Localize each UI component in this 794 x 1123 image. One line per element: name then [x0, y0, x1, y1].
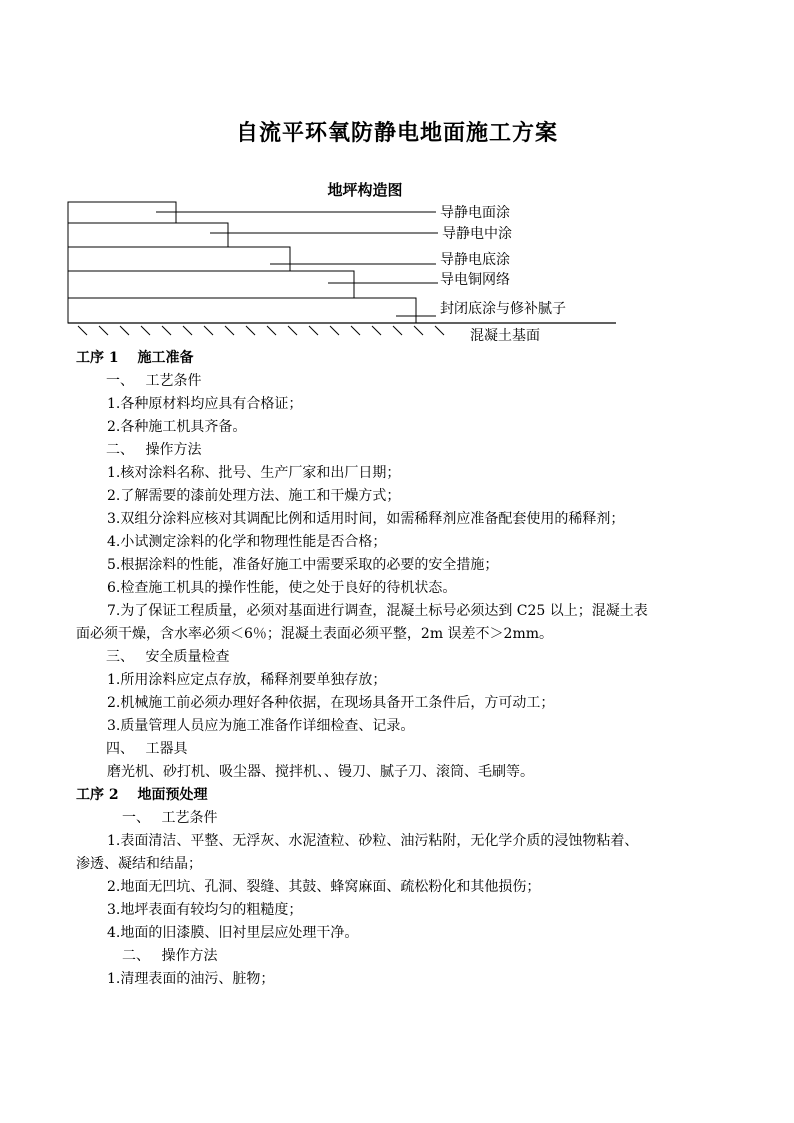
- leader-lines: [156, 212, 438, 316]
- floor-structure-diagram: [0, 0, 794, 350]
- layer-outlines: [68, 202, 416, 323]
- list-item: 2.机械施工前必须办理好各种依据，在现场具备开工条件后，方可动工；: [107, 695, 555, 711]
- layer-label-sealer-putty: 封闭底涂与修补腻子: [440, 301, 566, 317]
- layer-label-topcoat: 导静电面涂: [440, 205, 510, 221]
- layer-5-box: [68, 298, 416, 323]
- section-heading: 一、 工艺条件: [122, 810, 218, 826]
- list-item-continuation: 渗透、凝结和结晶；: [76, 856, 202, 872]
- list-item: 1.所用涂料应定点存放，稀释剂要单独存放；: [107, 672, 387, 688]
- layer-label-concrete: 混凝土基面: [470, 328, 540, 344]
- section-heading: 二、 操作方法: [106, 442, 202, 458]
- layer-2-box: [68, 223, 228, 247]
- list-item: 4.地面的旧漆膜、旧衬里层应处理干净。: [107, 925, 359, 941]
- list-item: 3.质量管理人员应为施工准备作详细检查、记录。: [107, 718, 415, 734]
- list-item: 6.检查施工机具的操作性能，使之处于良好的待机状态。: [107, 580, 457, 596]
- list-item: 磨光机、砂打机、吸尘器、搅拌机、、镘刀、腻子刀、滚筒、毛刷等。: [107, 764, 534, 780]
- list-item: 1.核对涂料名称、批号、生产厂家和出厂日期；: [107, 465, 401, 481]
- list-item: 1.清理表面的油污、脏物；: [107, 971, 275, 987]
- list-item: 1.表面清洁、平整、无浮灰、水泥渣粒、砂粒、油污粘附，无化学介质的浸蚀物粘着、: [107, 833, 639, 849]
- layer-label-copper-grid: 导电铜网络: [440, 272, 510, 288]
- concrete-hatching: [78, 326, 444, 335]
- document-title: 自流平环氧防静电地面施工方案: [235, 120, 558, 146]
- list-item: 2.了解需要的漆前处理方法、施工和干燥方式；: [107, 488, 401, 504]
- section-heading: 一、 工艺条件: [106, 373, 202, 389]
- layer-4-box: [68, 271, 354, 298]
- list-item: 5.根据涂料的性能，准备好施工中需要采取的必要的安全措施；: [107, 557, 499, 573]
- list-item: 1.各种原材料均应具有合格证；: [107, 396, 303, 412]
- list-item: 4.小试测定涂料的化学和物理性能是否合格；: [107, 534, 387, 550]
- list-item: 3.地坪表面有较均匀的粗糙度；: [107, 902, 303, 918]
- layer-label-midcoat: 导静电中涂: [442, 226, 512, 242]
- section-heading: 四、 工器具: [106, 741, 188, 757]
- list-item-continuation: 面必须干燥，含水率必须＜6％；混凝土表面必须平整，2m 误差不＞2mm。: [76, 626, 553, 642]
- document-body: [76, 347, 726, 991]
- list-item: 3.双组分涂料应核对其调配比例和适用时间，如需稀释剂应准备配套使用的稀释剂；: [107, 511, 625, 527]
- section-heading: 三、 安全质量检查: [106, 649, 230, 665]
- section-heading: 二、 操作方法: [122, 948, 218, 964]
- layer-3-box: [68, 247, 290, 271]
- list-item: 7.为了保证工程质量，必须对基面进行调查，混凝土标号必须达到 C25 以上；混凝土表: [107, 603, 648, 619]
- list-item: 2.地面无凹坑、孔洞、裂缝、其鼓、蜂窝麻面、疏松粉化和其他损伤；: [107, 879, 541, 895]
- diagram-title: 地坪构造图: [327, 181, 403, 199]
- step-heading: 工序 1 施工准备: [76, 350, 194, 366]
- step-heading: 工序 2 地面预处理: [76, 787, 208, 803]
- layer-label-basecoat: 导静电底涂: [440, 252, 510, 268]
- list-item: 2.各种施工机具齐备。: [107, 419, 247, 435]
